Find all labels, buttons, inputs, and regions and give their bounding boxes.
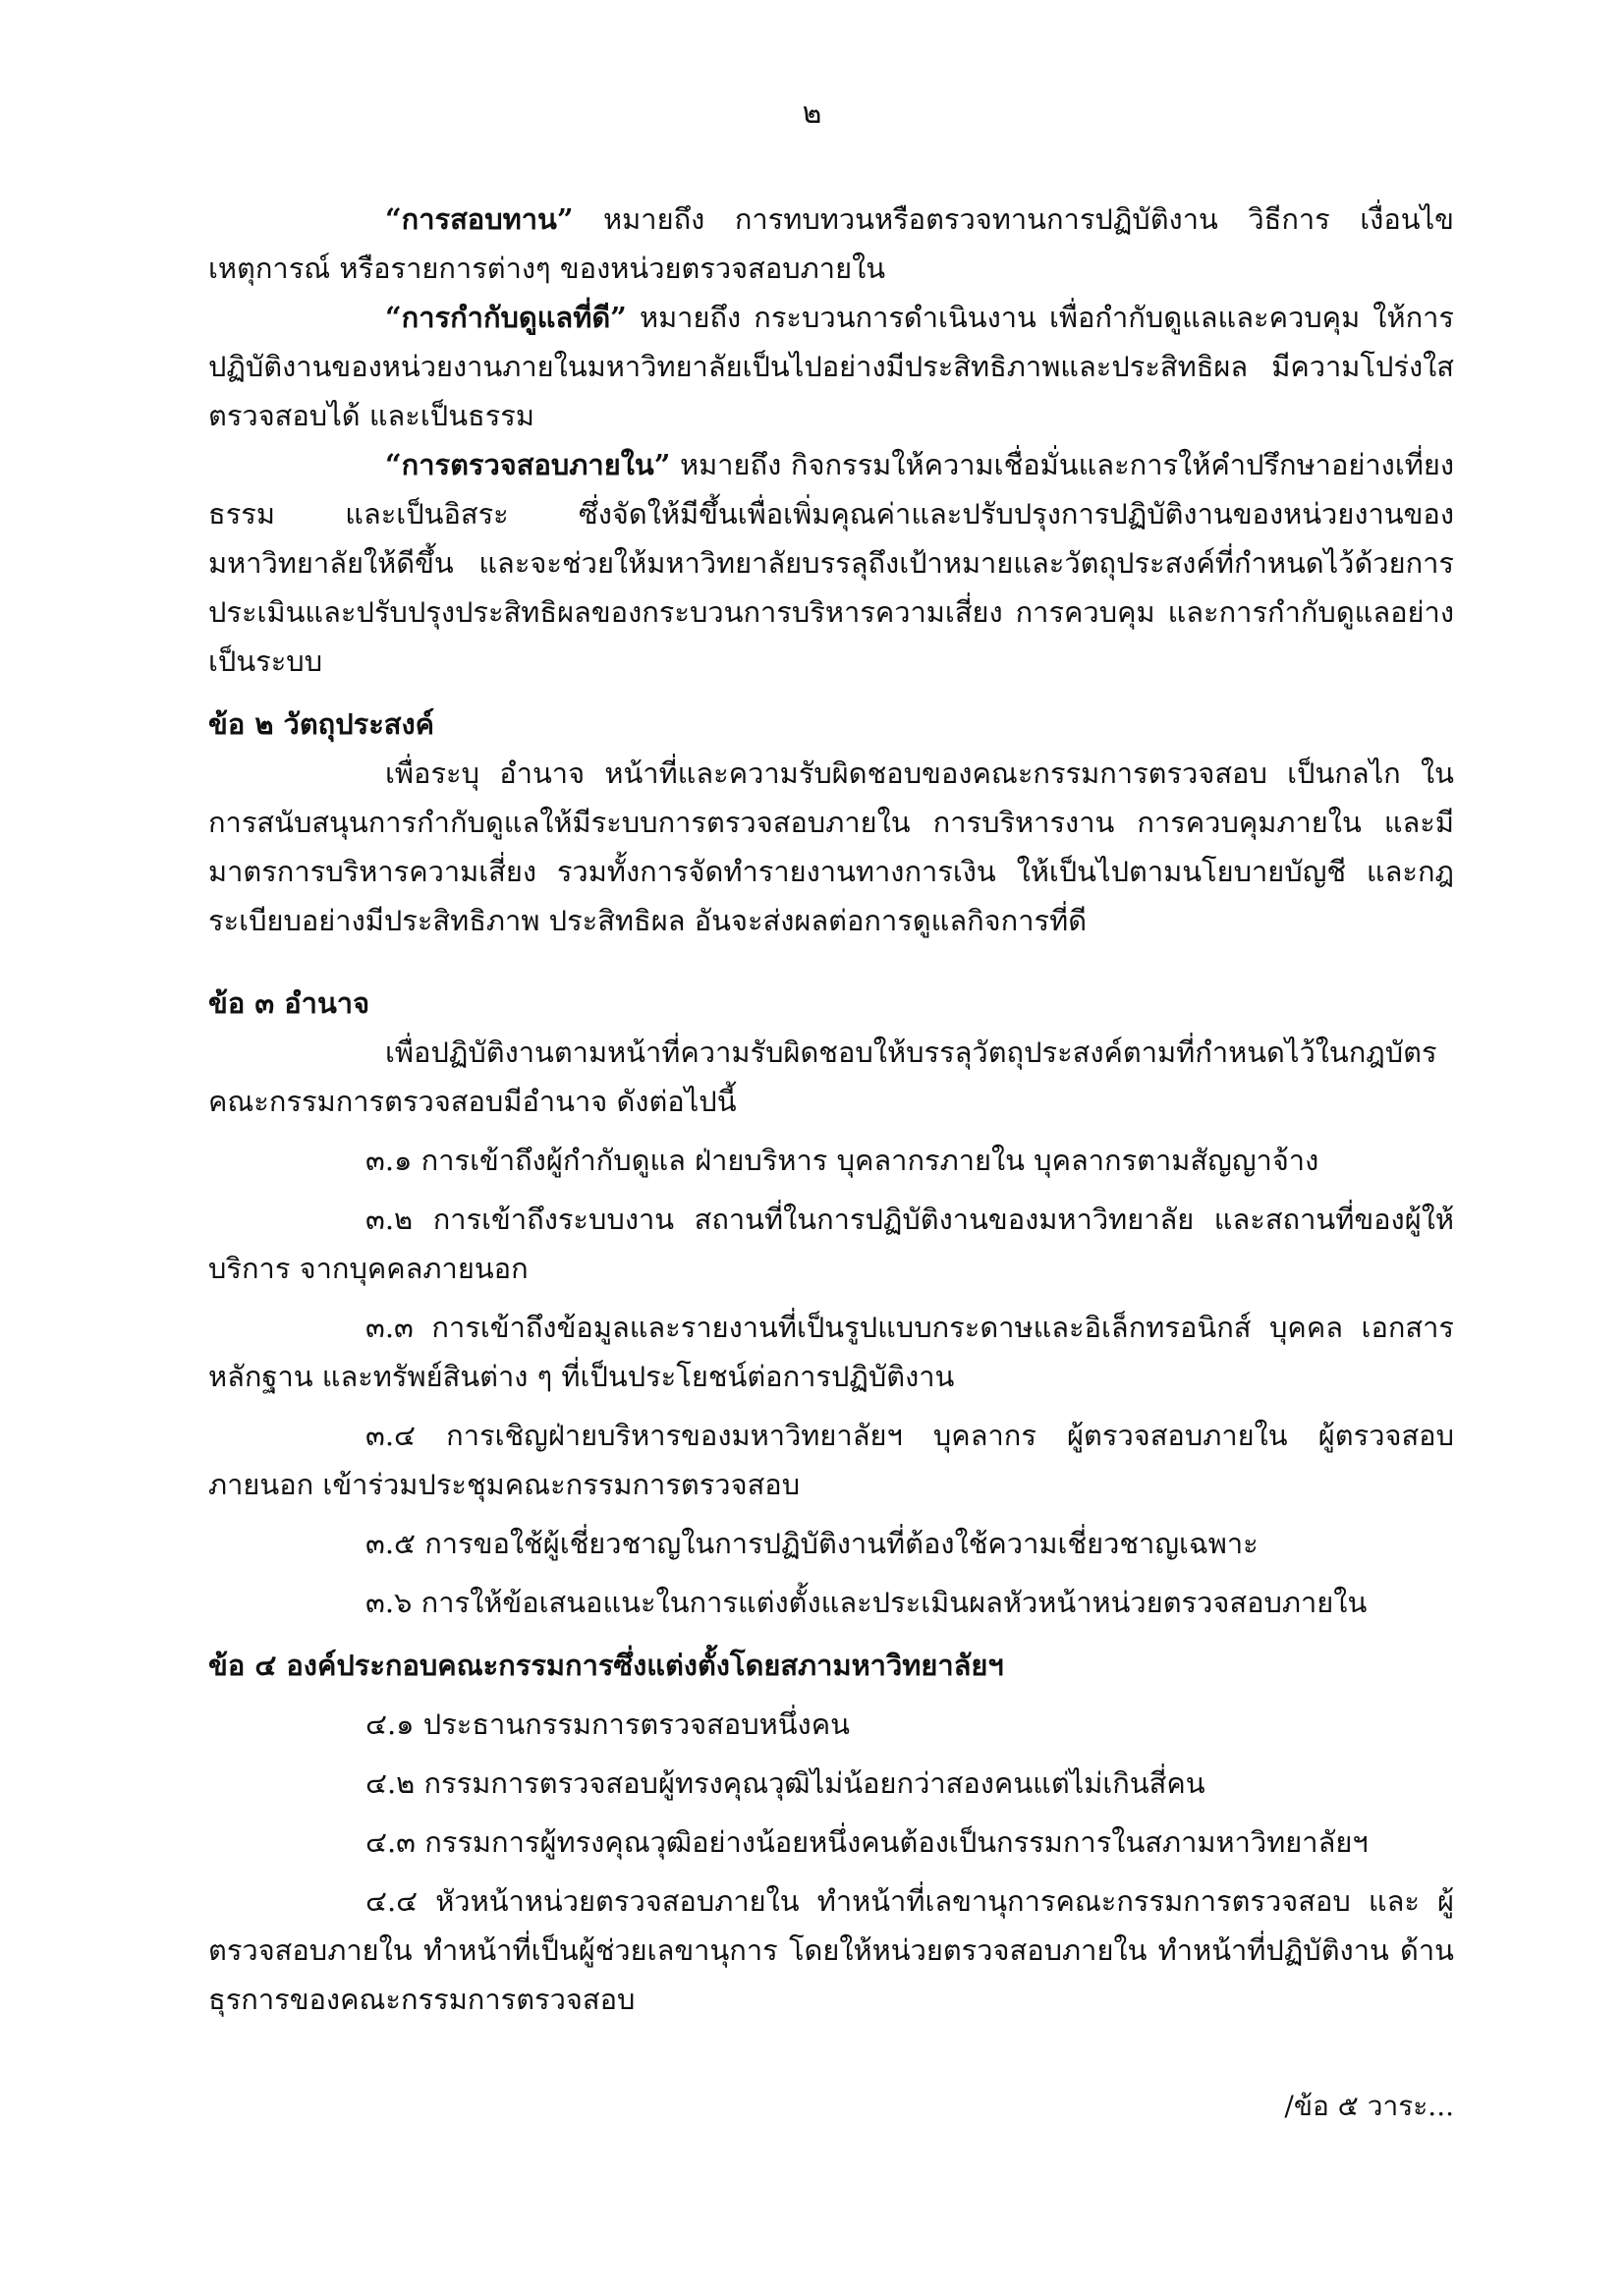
document-body <box>208 195 1454 2024</box>
section-3-item: ๓.๓ การเข้าถึงข้อมูลและรายงานที่เป็นรูปแบบกระดาษและอิเล็กทรอนิกส์ บุคคล เอกสาร หลักฐาน และทรัพย์สินต่าง ๆ ที่เป็นประโยชน์ต่อการปฏิบัติงาน <box>208 1311 1454 1393</box>
section-3-intro: เพื่อปฏิบัติงานตามหน้าที่ความรับผิดชอบให้บรรลุวัตถุประสงค์ตามที่กำหนดไว้ในกฎบัตร คณะกรรมการตรวจสอบมีอำนาจ ดังต่อไปนี้ <box>208 1036 1437 1118</box>
section-3-item: ๓.๑ การเข้าถึงผู้กำกับดูแล ฝ่ายบริหาร บุคลากรภายใน บุคลากรตามสัญญาจ้าง <box>365 1144 1319 1177</box>
definition-review <box>208 195 1454 293</box>
definition-term: “การตรวจสอบภายใน” <box>385 448 671 481</box>
section-3-item: ๓.๕ การขอใช้ผู้เชี่ยวชาญในการปฏิบัติงานที่ต้องใช้ความเชี่ยวชาญเฉพาะ <box>365 1527 1259 1560</box>
definition-term: “การสอบทาน” <box>385 202 574 236</box>
definition-text: หมายถึง กิจกรรมให้ความเชื่อมั่นและการให้คำปรึกษาอย่างเที่ยงธรรม และเป็นอิสระ ซึ่งจัดให้มีขึ้นเพื่อเพิ่มคุณค่าและปรับปรุงการปฏิบัติงานของหน่วยงานของมหาวิทยาลัยให้ดีขึ้น และจะช่วยให้มหาวิทยาลัยบรรลุถึงเป้าหมายและวัตถุประสงค์ที่กำหนดไว้ด้วยการประเมินและปรับปรุงประสิทธิผลของกระบวนการบริหารความเสี่ยง การควบคุม และการกำกับดูแลอย่างเป็นระบบ <box>208 448 1454 678</box>
section-3-item: ๓.๔ การเชิญฝ่ายบริหารของมหาวิทยาลัยฯ บุคลากร ผู้ตรวจสอบภายใน ผู้ตรวจสอบภายนอก เข้าร่วมประชุมคณะกรรมการตรวจสอบ <box>208 1419 1454 1501</box>
definition-internal-audit <box>208 440 1454 686</box>
section-4-item: ๔.๑ ประธานกรรมการตรวจสอบหนึ่งคน <box>365 1708 850 1741</box>
section-3-item: ๓.๒ การเข้าถึงระบบงาน สถานที่ในการปฏิบัติงานของมหาวิทยาลัย และสถานที่ของผู้ให้บริการ จากบุคคลภายนอก <box>208 1203 1454 1285</box>
section-3-heading: ข้อ ๓ อำนาจ <box>208 986 370 1020</box>
section-3-item: ๓.๖ การให้ข้อเสนอแนะในการแต่งตั้งและประเมินผลหัวหน้าหน่วยตรวจสอบภายใน <box>365 1586 1368 1619</box>
continuation-note: /ข้อ ๕ วาระ... <box>1284 2090 1454 2122</box>
section-4-item: ๔.๒ กรรมการตรวจสอบผู้ทรงคุณวุฒิไม่น้อยกว่าสองคนแต่ไม่เกินสี่คน <box>365 1766 1205 1800</box>
page-number: ๒ <box>802 96 822 131</box>
definition-term: “การกำกับดูแลที่ดี” <box>385 301 627 334</box>
section-4-item: ๔.๓ กรรมการผู้ทรงคุณวุฒิอย่างน้อยหนึ่งคนต้องเป็นกรรมการในสภามหาวิทยาลัยฯ <box>365 1825 1369 1859</box>
section-4-heading: ข้อ ๔ องค์ประกอบคณะกรรมการซึ่งแต่งตั้งโดยสภามหาวิทยาลัยฯ <box>208 1649 1004 1682</box>
section-4-item: ๔.๔ หัวหน้าหน่วยตรวจสอบภายใน ทำหน้าที่เลขานุการคณะกรรมการตรวจสอบ และ ผู้ตรวจสอบภายใน ทำหน้าที่เป็นผู้ช่วยเลขานุการ โดยให้หน่วยตรวจสอบภายใน ทำหน้าที่ปฏิบัติงาน ด้านธุรการของคณะกรรมการตรวจสอบ <box>208 1884 1454 2016</box>
section-2-body: เพื่อระบุ อำนาจ หน้าที่และความรับผิดชอบของคณะกรรมการตรวจสอบ เป็นกลไก ในการสนับสนุนการกำกับดูแลให้มีระบบการตรวจสอบภายใน การบริหารงาน การควบคุมภายใน และมีมาตรการบริหารความเสี่ยง รวมทั้งการจัดทำรายงานทางการเงิน ให้เป็นไปตามนโยบายบัญชี และกฎ ระเบียบอย่างมีประสิทธิภาพ ประสิทธิผล อันจะส่งผลต่อการดูแลกิจการที่ดี <box>208 756 1454 937</box>
section-2-heading: ข้อ ๒ วัตถุประสงค์ <box>208 707 435 741</box>
definition-text: หมายถึง กระบวนการดำเนินงาน เพื่อกำกับดูแลและควบคุม ให้การปฏิบัติงานของหน่วยงานภายในมหาวิทยาลัยเป็นไปอย่างมีประสิทธิภาพและประสิทธิผล มีความโปร่งใส ตรวจสอบได้ และเป็นธรรม <box>208 301 1454 432</box>
definition-text: หมายถึง การทบทวนหรือตรวจทานการปฏิบัติงาน วิธีการ เงื่อนไข เหตุการณ์ หรือรายการต่างๆ ของหน่วยตรวจสอบภายใน <box>208 202 1454 285</box>
definition-good-governance <box>208 293 1454 440</box>
